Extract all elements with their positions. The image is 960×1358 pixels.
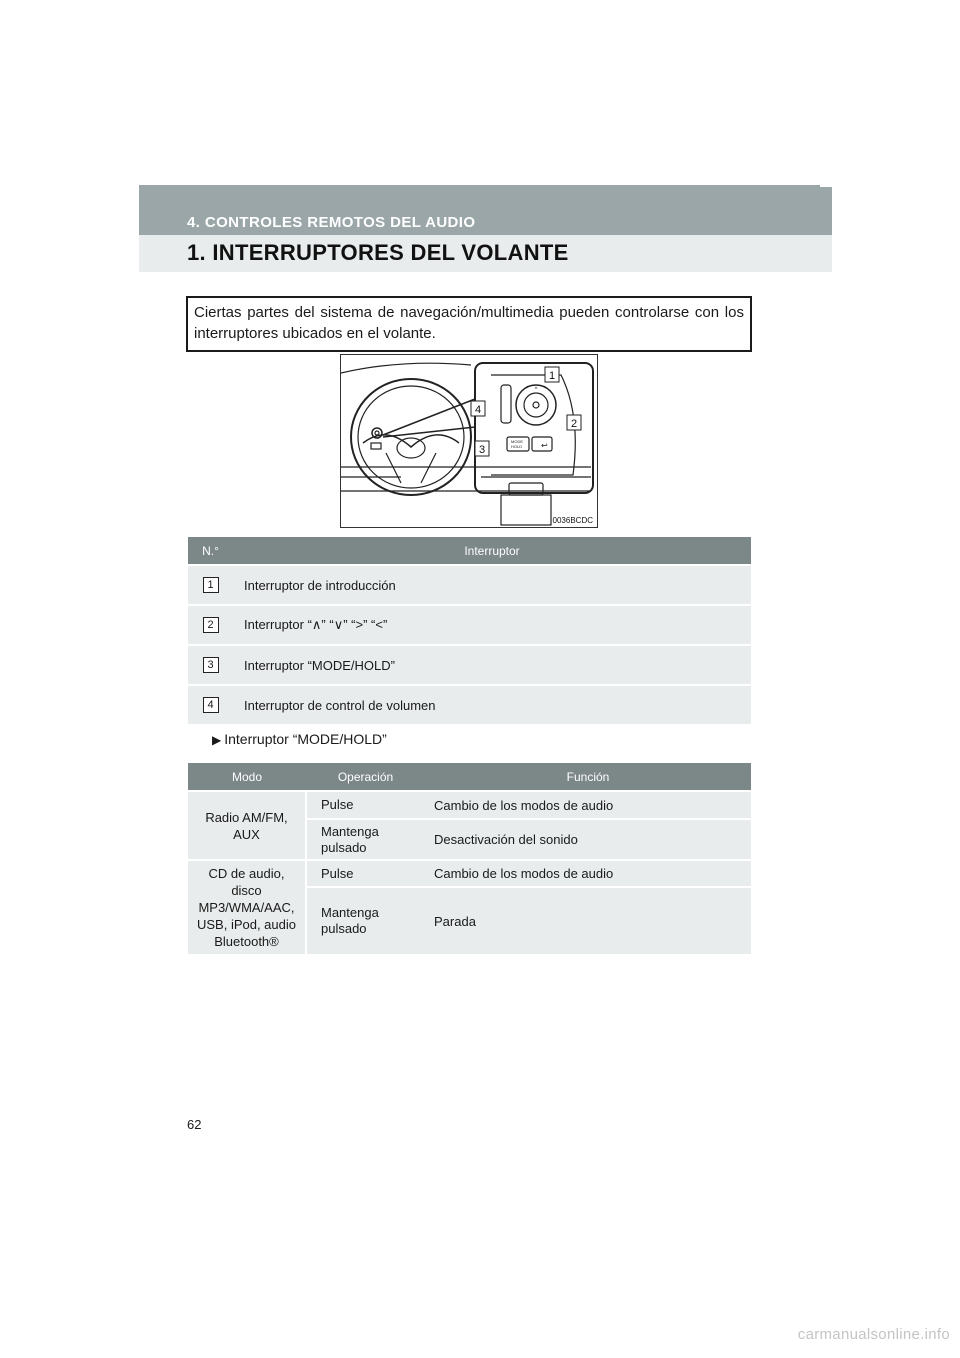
section-title: 4. CONTROLES REMOTOS DEL AUDIO bbox=[187, 214, 476, 231]
callout-3: 3 bbox=[478, 444, 486, 456]
mode-hold-table bbox=[188, 763, 751, 954]
section-header-bar bbox=[139, 185, 832, 235]
operation-cell: Pulse bbox=[306, 791, 425, 819]
row-text: Interruptor “MODE/HOLD” bbox=[233, 645, 751, 685]
hold-label: HOLD bbox=[511, 444, 523, 449]
page-title: 1. INTERRUPTORES DEL VOLANTE bbox=[187, 240, 569, 265]
corner-mark bbox=[820, 185, 832, 187]
mode-table-header bbox=[188, 763, 751, 791]
header-function: Función bbox=[425, 763, 751, 791]
mode-line: AUX bbox=[233, 826, 260, 842]
intro-box: Ciertas partes del sistema de navegación/multimedia pueden controlarse con los interruptores ubicados en el volante. bbox=[186, 296, 752, 352]
steering-wheel-drawing bbox=[341, 355, 597, 527]
function-cell: Parada bbox=[425, 887, 751, 954]
row-number: 2 bbox=[203, 617, 219, 633]
operation-cell: Mantenga pulsado bbox=[306, 887, 425, 954]
leader-line bbox=[383, 399, 475, 435]
function-cell: Cambio de los modos de audio bbox=[425, 860, 751, 887]
mode-line: CD de audio, bbox=[208, 866, 285, 881]
table-row bbox=[188, 791, 751, 819]
table-row bbox=[188, 605, 751, 645]
row-number: 4 bbox=[203, 697, 219, 713]
subheading-text: Interruptor “MODE/HOLD” bbox=[224, 731, 387, 747]
mode-line: MP3/WMA/AAC, bbox=[198, 900, 295, 915]
header-number: N.° bbox=[188, 537, 233, 565]
svg-text:^: ^ bbox=[534, 387, 538, 393]
page-title-bar bbox=[139, 235, 832, 272]
header-mode: Modo bbox=[188, 763, 306, 791]
row-number: 3 bbox=[203, 657, 219, 673]
row-text: Interruptor “∧” “∨” “>” “<” bbox=[233, 605, 751, 645]
mode-line: USB, iPod, audio bbox=[196, 917, 296, 932]
subheading bbox=[212, 731, 387, 747]
callout-2: 2 bbox=[570, 418, 578, 430]
mode-label: MODE bbox=[511, 439, 523, 444]
page-number: 62 bbox=[187, 1117, 202, 1132]
volume-rocker bbox=[501, 385, 511, 423]
callout-4: 4 bbox=[474, 404, 482, 416]
operation-cell: Mantenga pulsado bbox=[306, 819, 425, 860]
table-row bbox=[188, 860, 751, 887]
switch-table-header bbox=[188, 537, 751, 565]
callout-1: 1 bbox=[548, 370, 556, 382]
table-row bbox=[188, 685, 751, 724]
watermark: carmanualsonline.info bbox=[797, 1326, 950, 1343]
row-text: Interruptor de introducción bbox=[233, 565, 751, 605]
mode-line: Radio AM/FM, bbox=[205, 809, 288, 825]
operation-cell: Pulse bbox=[306, 860, 425, 887]
mode-cell bbox=[188, 791, 306, 860]
switch-table bbox=[188, 537, 751, 724]
triangle-bullet-icon: ▶ bbox=[212, 733, 222, 747]
steering-wheel-illustration bbox=[340, 354, 598, 528]
row-number: 1 bbox=[203, 577, 219, 593]
function-cell: Desactivación del sonido bbox=[425, 819, 751, 860]
function-cell: Cambio de los modos de audio bbox=[425, 791, 751, 819]
header-operation: Operación bbox=[306, 763, 425, 791]
row-text: Interruptor de control de volumen bbox=[233, 685, 751, 724]
wheel-rim bbox=[351, 379, 471, 495]
svg-text:↩: ↩ bbox=[541, 441, 548, 450]
mode-cell bbox=[188, 860, 306, 954]
wheel-hub bbox=[397, 438, 425, 458]
mode-line: disco bbox=[231, 883, 262, 898]
table-row bbox=[188, 645, 751, 685]
dashboard-line bbox=[341, 363, 471, 373]
figure-code: 0036BCDC bbox=[552, 516, 593, 525]
table-row bbox=[188, 565, 751, 605]
mode-line: Bluetooth® bbox=[214, 934, 279, 949]
header-switch: Interruptor bbox=[233, 537, 751, 565]
